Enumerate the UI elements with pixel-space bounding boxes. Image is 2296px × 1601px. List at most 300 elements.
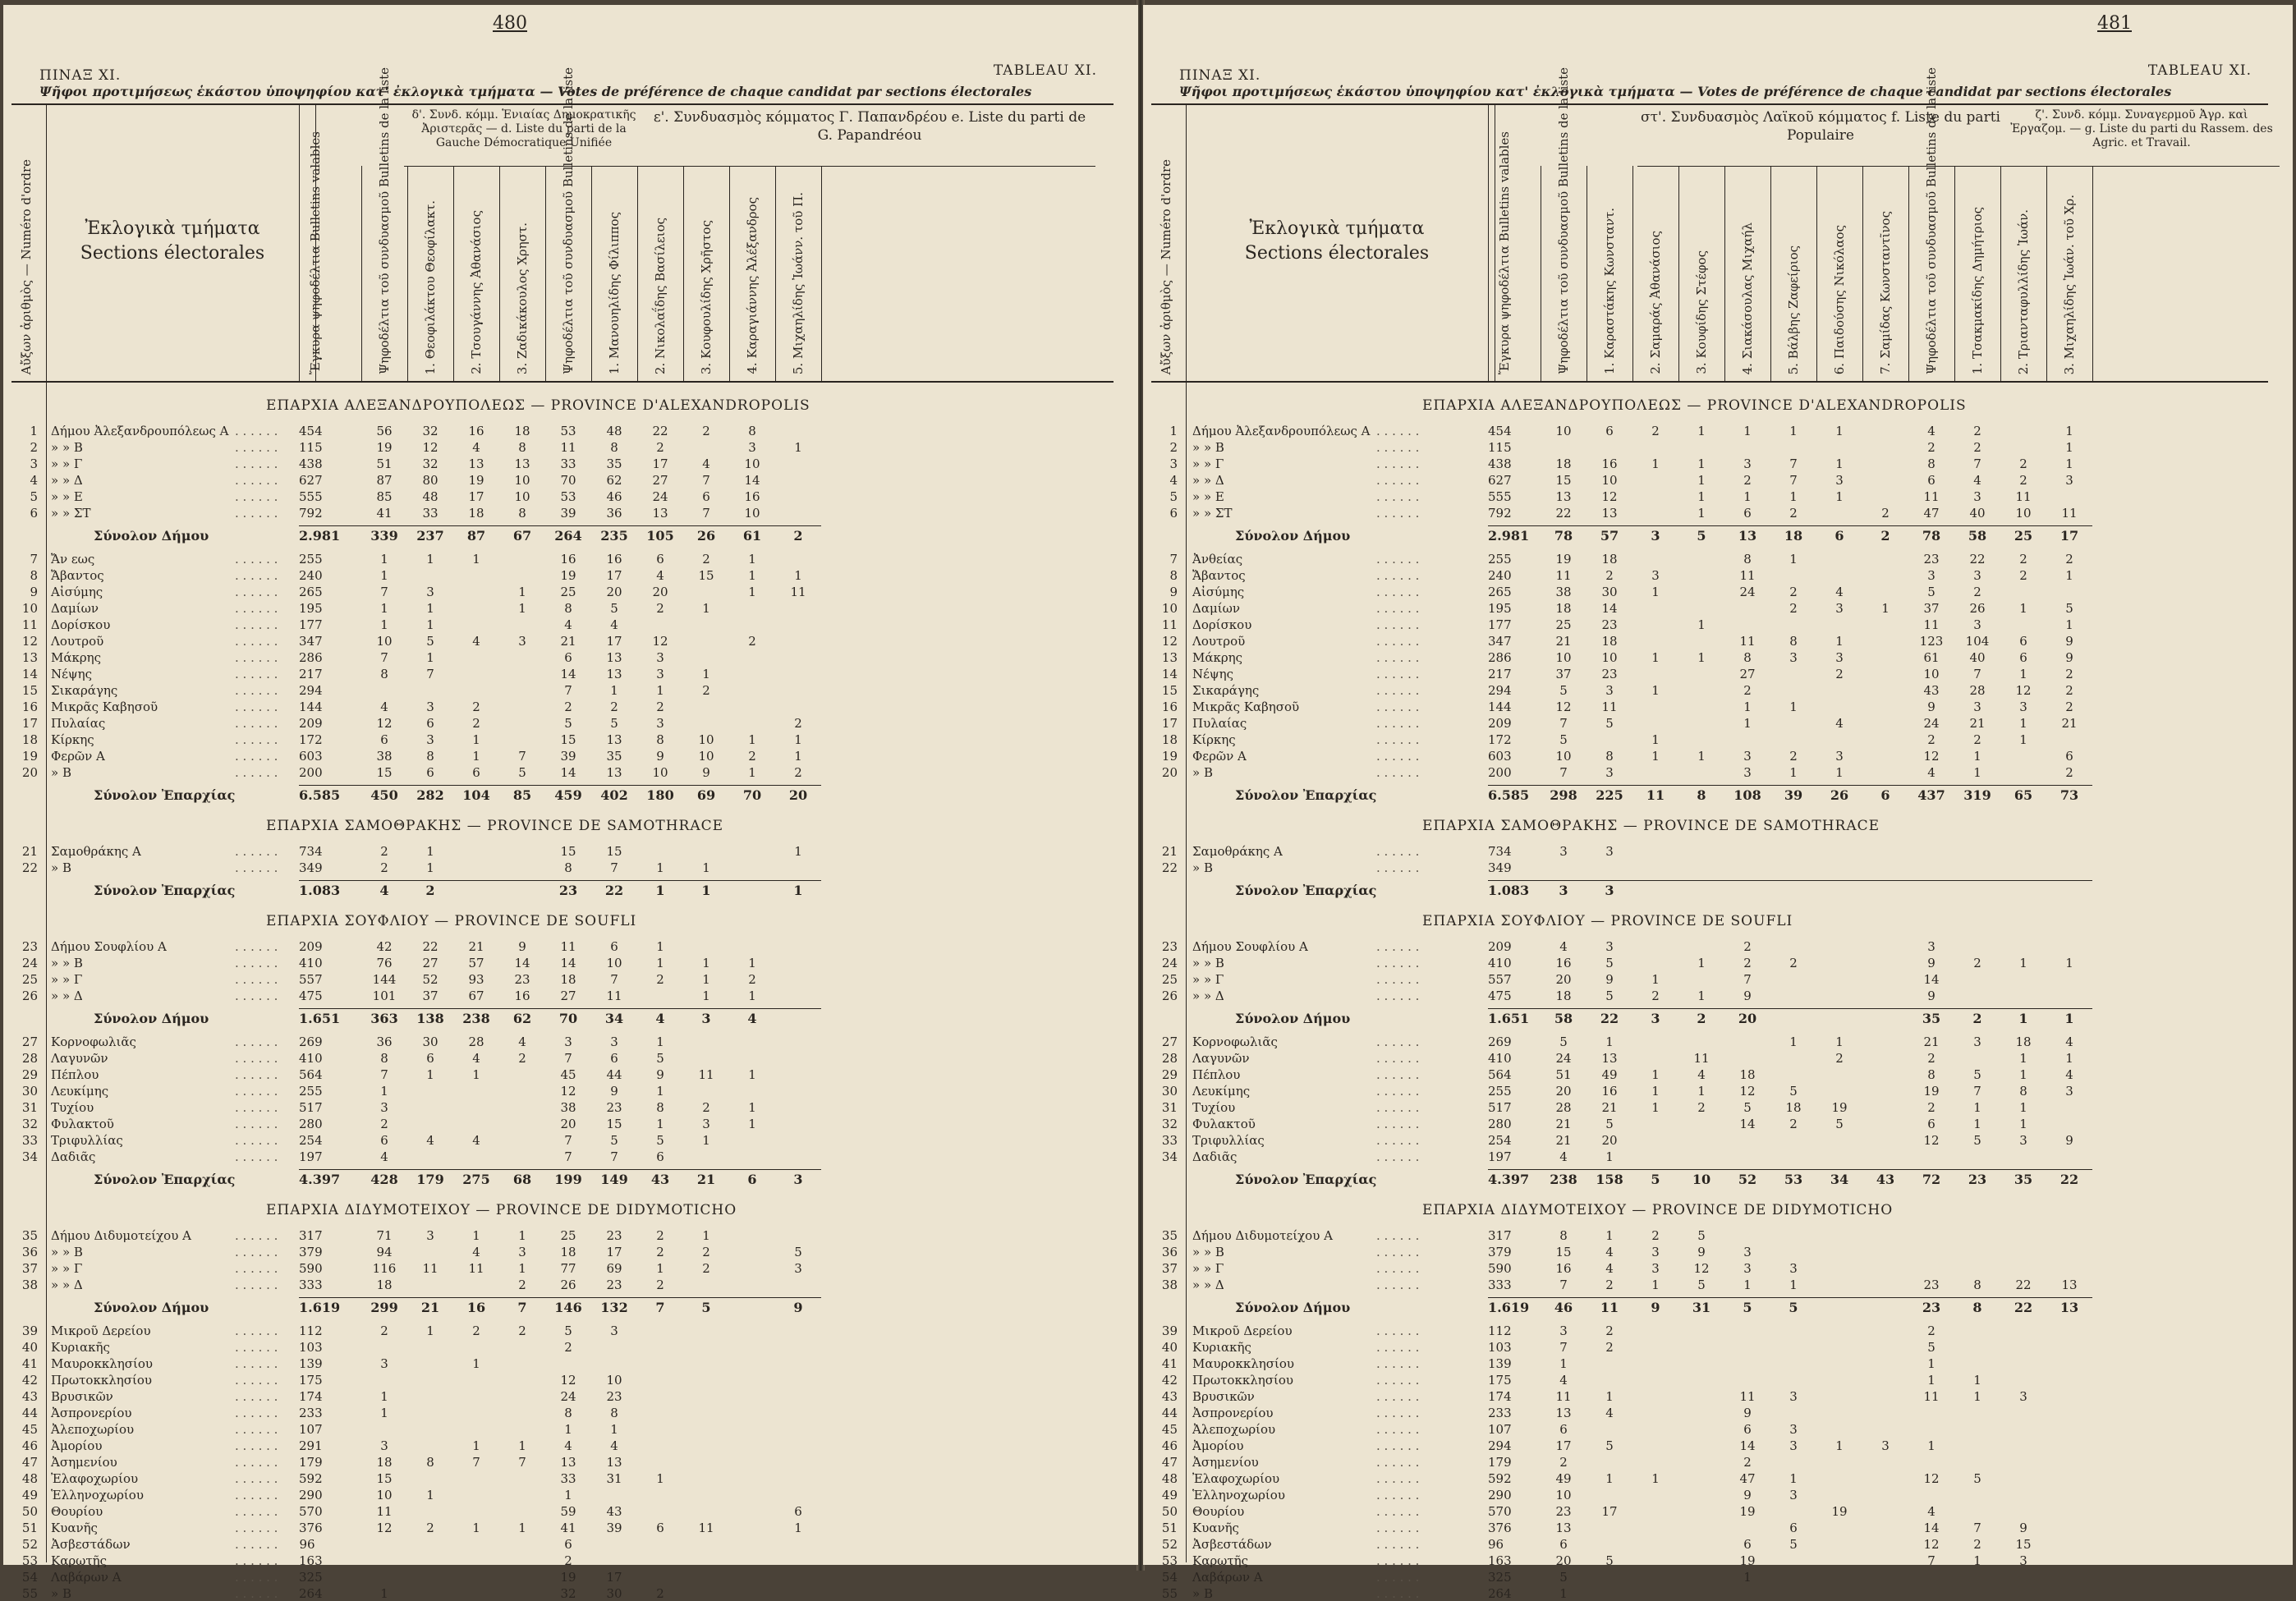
table-cell: 12: [376, 1521, 393, 1535]
table-cell: 4: [380, 1149, 388, 1164]
table-row: [3, 716, 1138, 731]
table-cell: 85: [512, 787, 532, 803]
table-row: [3, 1261, 1138, 1276]
table-cell: 103: [299, 1340, 323, 1355]
table-row: [3, 765, 1138, 780]
table-row: [3, 1521, 1138, 1535]
candidate-label: 2. Τσουγάννης Ἀθανάσιος: [469, 210, 484, 374]
table-cell: 317: [299, 1228, 323, 1243]
table-cell: 5: [1605, 716, 1614, 731]
table-cell: 23: [1923, 1278, 1940, 1292]
table-cell: 6: [564, 650, 572, 665]
table-cell: 3: [701, 1011, 711, 1026]
table-cell: 197: [1488, 1149, 1512, 1164]
table-cell: 13: [468, 456, 484, 471]
table-cell: 410: [1488, 956, 1512, 970]
table-cell: 570: [299, 1504, 323, 1519]
row-number: 16: [1161, 700, 1178, 714]
table-cell: 25: [560, 1228, 576, 1243]
table-cell: 1: [702, 972, 710, 987]
table-cell: 1: [702, 860, 710, 875]
table-cell: 13: [652, 506, 668, 521]
table-cell: 144: [299, 700, 323, 714]
row-number: 39: [21, 1323, 38, 1338]
table-cell: 209: [299, 939, 323, 954]
section-name: Ἐλαφοχωρίου: [1192, 1471, 1280, 1486]
row-number: 50: [1161, 1504, 1178, 1519]
section-name: Μικροῦ Δερείου: [51, 1323, 151, 1338]
row-number: 3: [30, 456, 38, 471]
table-row: [1143, 1084, 2293, 1099]
table-cell: 175: [299, 1373, 323, 1388]
table-cell: 2: [656, 601, 664, 616]
table-cell: 3: [1559, 883, 1568, 898]
table-cell: 53: [560, 424, 576, 438]
dot-leader: . . . . . .: [235, 700, 278, 714]
table-cell: 1: [1651, 732, 1660, 747]
sections-label-greek: Ἐκλογικὰ τμήματα: [1249, 218, 1425, 239]
table-cell: 5: [1605, 989, 1614, 1003]
table-cell: 6: [426, 765, 434, 780]
table-cell: 12: [1601, 489, 1618, 504]
table-cell: 58: [1968, 528, 1987, 544]
table-row: [1143, 1570, 2293, 1585]
total-rule: [1488, 880, 2092, 881]
table-cell: 9: [1743, 1406, 1752, 1420]
dot-leader: . . . . . .: [235, 860, 278, 875]
table-cell: 2: [2065, 765, 2073, 780]
order-column-label: Αὔξων ἀριθμὸς — Numéro d'ordre: [1159, 158, 1173, 374]
table-cell: 2: [610, 700, 618, 714]
table-cell: 1: [2019, 667, 2027, 681]
row-number: 20: [1161, 765, 1178, 780]
table-cell: 11: [1646, 787, 1665, 803]
table-cell: 1: [564, 1488, 572, 1502]
table-cell: 31: [606, 1471, 622, 1486]
table-cell: 12: [376, 716, 393, 731]
table-cell: 23: [1922, 1300, 1941, 1315]
table-cell: 1: [655, 883, 665, 898]
dot-leader: . . . . . .: [235, 473, 278, 488]
candidate-label: 5. Μιχαηλίδης Ἰωάνν. τοῦ Π.: [791, 191, 806, 374]
dot-leader: . . . . . .: [1376, 601, 1420, 616]
table-cell: 52: [422, 972, 439, 987]
table-cell: 28: [1555, 1100, 1572, 1115]
table-cell: 2: [656, 700, 664, 714]
table-cell: 180: [646, 787, 674, 803]
table-cell: 2: [2065, 667, 2073, 681]
table-cell: 17: [606, 634, 622, 649]
table-cell: 1: [656, 860, 664, 875]
table-cell: 7: [1559, 1278, 1568, 1292]
table-cell: 21: [468, 939, 484, 954]
table-cell: 1: [2065, 956, 2073, 970]
dot-leader: . . . . . .: [1376, 1422, 1420, 1437]
table-cell: 2: [2065, 700, 2073, 714]
table-cell: 2: [748, 634, 756, 649]
table-cell: 37: [422, 989, 439, 1003]
table-cell: 1: [1881, 601, 1890, 616]
province-heading: ΕΠΑΡΧΙΑ ΑΛΕΞΑΝΔΡΟΥΠΟΛΕΩΣ — PROVINCE D'ALEXANDROPOLIS: [1422, 397, 1967, 414]
total-row: [3, 529, 1138, 544]
table-cell: 105: [646, 528, 674, 544]
section-name: Κυριακῆς: [51, 1340, 110, 1355]
table-cell: 4: [1927, 424, 1936, 438]
section-name: » » Γ: [1192, 456, 1224, 471]
total-row: [3, 1012, 1138, 1026]
table-row: [3, 1245, 1138, 1259]
table-row: [1143, 667, 2293, 681]
table-cell: 6: [2065, 749, 2073, 764]
row-number: 47: [1161, 1455, 1178, 1470]
table-cell: 3: [1835, 601, 1844, 616]
table-cell: 17: [468, 489, 484, 504]
dot-leader: . . . . . .: [235, 1034, 278, 1049]
table-cell: 1: [1605, 1471, 1614, 1486]
candidate-column-header: [739, 169, 765, 374]
table-cell: 792: [299, 506, 323, 521]
table-cell: 10: [698, 749, 714, 764]
table-row: [3, 1323, 1138, 1338]
table-cell: 2: [2019, 568, 2027, 583]
row-number: 42: [1161, 1373, 1178, 1388]
table-cell: 3: [2019, 1133, 2027, 1148]
table-cell: 23: [1968, 1172, 1987, 1187]
table-cell: 8: [656, 1100, 664, 1115]
dot-leader: . . . . . .: [1376, 456, 1420, 471]
table-cell: 61: [1923, 650, 1940, 665]
section-name: Λουτροῦ: [1192, 634, 1246, 649]
row-number: 15: [1161, 683, 1178, 698]
table-cell: 6: [1559, 1537, 1568, 1552]
table-cell: 9: [2065, 634, 2073, 649]
table-cell: 1: [472, 1067, 480, 1082]
column-rule: [1770, 166, 1771, 381]
table-cell: 2: [1927, 732, 1936, 747]
dot-leader: . . . . . .: [235, 939, 278, 954]
table-cell: 12: [2015, 683, 2032, 698]
total-rule: [299, 1297, 821, 1298]
table-cell: 20: [1738, 1011, 1757, 1026]
table-cell: 6: [656, 1149, 664, 1164]
table-cell: 10: [606, 956, 622, 970]
table-subtitle: Ψῆφοι προτιμήσεως ἑκάστου ὑποψηφίου κατ' ἐκλογικὰ τμήματα — Votes de préférence de chaque candidat par sections électorales: [39, 84, 1032, 99]
table-cell: 33: [422, 506, 439, 521]
table-cell: 9: [1927, 700, 1936, 714]
table-row: [1143, 473, 2293, 488]
table-cell: 9: [2065, 650, 2073, 665]
dot-leader: . . . . . .: [235, 1261, 278, 1276]
table-cell: 22: [2060, 1172, 2079, 1187]
table-cell: 35: [606, 749, 622, 764]
party-header-rule: [644, 166, 1095, 167]
row-number: 34: [21, 1149, 38, 1164]
table-cell: 2: [1880, 528, 1890, 544]
table-cell: 138: [416, 1011, 444, 1026]
table-cell: 67: [468, 989, 484, 1003]
table-cell: 2: [2065, 683, 2073, 698]
dot-leader: . . . . . .: [235, 424, 278, 438]
dot-leader: . . . . . .: [1376, 765, 1420, 780]
table-cell: 4: [472, 1051, 480, 1066]
dot-leader: . . . . . .: [1376, 1149, 1420, 1164]
table-cell: 39: [560, 506, 576, 521]
row-number: 45: [1161, 1422, 1178, 1437]
table-cell: 1: [2019, 1100, 2027, 1115]
table-row: [3, 1406, 1138, 1420]
table-cell: 2: [702, 552, 710, 567]
table-row: [3, 568, 1138, 583]
table-cell: 8: [426, 1455, 434, 1470]
table-cell: 9: [656, 749, 664, 764]
table-cell: 333: [1488, 1278, 1512, 1292]
table-cell: 454: [299, 424, 323, 438]
candidate-column-header: [647, 169, 673, 374]
section-name: Τυχίου: [51, 1100, 94, 1115]
table-cell: 27: [560, 989, 576, 1003]
candidate-label: 3. Μιχαηλίδης Ἰωάν. τοῦ Χρ.: [2062, 194, 2077, 374]
table-cell: 14: [560, 765, 576, 780]
party-header-rule: [404, 166, 644, 167]
table-cell: 1: [748, 568, 756, 583]
row-number: 44: [21, 1406, 38, 1420]
table-row: [1143, 716, 2293, 731]
row-number: 31: [21, 1100, 38, 1115]
dot-leader: . . . . . .: [1376, 1537, 1420, 1552]
table-cell: 37: [1555, 667, 1572, 681]
table-cell: 4: [1927, 1504, 1936, 1519]
row-number: 38: [21, 1278, 38, 1292]
table-cell: 5: [518, 765, 526, 780]
table-cell: 4.397: [1488, 1172, 1530, 1187]
table-cell: 12: [652, 634, 668, 649]
table-row: [3, 1100, 1138, 1115]
table-row: [3, 1133, 1138, 1148]
section-name: Ἀσπρονερίου: [1192, 1406, 1274, 1420]
table-cell: 1: [1789, 424, 1798, 438]
table-cell: 3: [426, 1228, 434, 1243]
table-cell: 23: [1601, 667, 1618, 681]
table-cell: 53: [1784, 1172, 1803, 1187]
table-cell: 1: [1835, 424, 1844, 438]
dot-leader: . . . . . .: [1376, 473, 1420, 488]
dot-leader: . . . . . .: [1376, 552, 1420, 567]
candidate-column-header: [1550, 67, 1577, 374]
table-cell: 1: [472, 1228, 480, 1243]
table-cell: 21: [696, 1172, 716, 1187]
candidate-label: 1. Τσακμακίδης Δημήτριος: [1970, 206, 1985, 374]
dot-leader: . . . . . .: [1376, 749, 1420, 764]
table-cell: 1: [472, 1356, 480, 1371]
table-row: [1143, 1553, 2293, 1568]
table-cell: 347: [299, 634, 323, 649]
header-bottom-rule: [1151, 381, 2268, 383]
total-rule: [299, 1008, 821, 1009]
table-row: [1143, 440, 2293, 455]
table-cell: 2: [1789, 956, 1798, 970]
table-cell: 21: [560, 634, 576, 649]
table-cell: 4: [702, 456, 710, 471]
row-number: 3: [1169, 456, 1178, 471]
table-cell: 19: [376, 440, 393, 455]
table-cell: 16: [466, 1300, 486, 1315]
table-cell: 78: [1922, 528, 1941, 544]
table-cell: 19: [1831, 1504, 1848, 1519]
table-cell: 17: [1601, 1504, 1618, 1519]
dot-leader: . . . . . .: [1376, 972, 1420, 987]
table-cell: 56: [376, 424, 393, 438]
row-number: 40: [21, 1340, 38, 1355]
dot-leader: . . . . . .: [235, 972, 278, 987]
table-cell: 19: [560, 568, 576, 583]
table-cell: 7: [1973, 1521, 1981, 1535]
table-cell: 35: [606, 456, 622, 471]
table-cell: 47: [1923, 506, 1940, 521]
table-cell: 12: [1739, 1084, 1756, 1099]
table-cell: 1: [701, 883, 711, 898]
table-cell: 1: [1743, 1570, 1752, 1585]
table-cell: 238: [462, 1011, 490, 1026]
candidate-label: 2. Σαμαράς Ἀθανάσιος: [1648, 231, 1663, 374]
table-cell: 70: [558, 1011, 578, 1026]
table-cell: 6: [794, 1504, 802, 1519]
order-column-header: [13, 158, 39, 374]
candidate-label: 1. Θεοφιλάκτου Θεοφίλακτ.: [423, 200, 438, 374]
section-name: Θουρίου: [51, 1504, 103, 1519]
section-name: Σύνολον Ἐπαρχίας: [94, 1172, 236, 1187]
row-number: 51: [1161, 1521, 1178, 1535]
dot-leader: . . . . . .: [1376, 489, 1420, 504]
table-cell: 1: [1605, 1034, 1614, 1049]
table-cell: 139: [299, 1356, 323, 1371]
table-cell: 15: [560, 844, 576, 859]
dot-leader: . . . . . .: [235, 1521, 278, 1535]
row-number: 11: [1161, 617, 1178, 632]
table-row: [1143, 1455, 2293, 1470]
table-row: [3, 506, 1138, 521]
table-cell: 459: [554, 787, 582, 803]
table-cell: 85: [376, 489, 393, 504]
table-cell: 1: [2065, 424, 2073, 438]
dot-leader: . . . . . .: [235, 765, 278, 780]
table-cell: 27: [1739, 667, 1756, 681]
table-cell: 32: [422, 456, 439, 471]
table-cell: 402: [600, 787, 628, 803]
dot-leader: . . . . . .: [235, 650, 278, 665]
table-cell: 3: [1835, 473, 1844, 488]
row-number: 15: [21, 683, 38, 698]
table-cell: 25: [560, 585, 576, 599]
table-row: [3, 860, 1138, 875]
table-cell: 5: [1605, 1438, 1614, 1453]
table-cell: 517: [299, 1100, 323, 1115]
table-cell: 2: [748, 749, 756, 764]
table-cell: 5: [1697, 1278, 1706, 1292]
table-cell: 3: [1973, 1034, 1981, 1049]
table-cell: 3: [1927, 568, 1936, 583]
table-cell: 269: [1488, 1034, 1512, 1049]
table-cell: 734: [299, 844, 323, 859]
table-cell: 450: [370, 787, 398, 803]
table-cell: 6.585: [299, 787, 341, 803]
table-row: [3, 552, 1138, 567]
total-rule: [299, 880, 821, 881]
candidate-column-header: [1780, 169, 1807, 374]
table-cell: 6: [1927, 473, 1936, 488]
table-cell: 87: [376, 473, 393, 488]
sections-label-french: Sections électorales: [80, 243, 265, 264]
table-cell: 5: [656, 1133, 664, 1148]
table-cell: 3: [1559, 844, 1568, 859]
section-name: Βρυσικῶν: [1192, 1389, 1255, 1404]
table-cell: 76: [376, 956, 393, 970]
table-cell: 11: [1739, 634, 1756, 649]
table-cell: 1: [2019, 1117, 2027, 1131]
dot-leader: . . . . . .: [235, 1100, 278, 1115]
row-number: 52: [1161, 1537, 1178, 1552]
column-rule: [1908, 166, 1909, 381]
dot-leader: . . . . . .: [235, 1133, 278, 1148]
table-cell: 1: [1835, 634, 1844, 649]
table-cell: 1: [2064, 1011, 2074, 1026]
table-cell: 475: [1488, 989, 1512, 1003]
table-cell: 590: [299, 1261, 323, 1276]
table-cell: 23: [1555, 1504, 1572, 1519]
table-cell: 19: [1923, 1084, 1940, 1099]
table-cell: 10: [1555, 650, 1572, 665]
table-cell: 6: [426, 716, 434, 731]
table-cell: 3: [1835, 650, 1844, 665]
table-cell: 14: [1923, 972, 1940, 987]
table-cell: 4: [564, 1438, 572, 1453]
table-cell: 4: [656, 568, 664, 583]
table-cell: 10: [1601, 650, 1618, 665]
dot-leader: . . . . . .: [235, 956, 278, 970]
table-cell: 7: [702, 473, 710, 488]
table-row: [3, 1455, 1138, 1470]
table-cell: 454: [1488, 424, 1512, 438]
table-cell: 18: [1739, 1067, 1756, 1082]
table-cell: 3: [426, 732, 434, 747]
row-number: 4: [1169, 473, 1178, 488]
dot-leader: . . . . . .: [1376, 1389, 1420, 1404]
table-cell: 21: [1555, 1117, 1572, 1131]
section-name: Πυλαίας: [51, 716, 106, 731]
candidate-label: 7. Σαμίδας Κωνσταντῖνος: [1878, 211, 1893, 374]
table-row: [3, 601, 1138, 616]
table-cell: 264: [554, 528, 582, 544]
table-cell: 27: [652, 473, 668, 488]
table-cell: 5: [1927, 585, 1936, 599]
table-cell: 5: [1651, 1172, 1660, 1187]
dot-leader: . . . . . .: [1376, 1455, 1420, 1470]
table-row: [1143, 1323, 2293, 1338]
section-name: Σύνολον Ἐπαρχίας: [1235, 787, 1377, 803]
table-cell: 4: [1605, 1406, 1614, 1420]
table-cell: 15: [560, 732, 576, 747]
table-cell: 4: [1835, 585, 1844, 599]
table-cell: 1.083: [1488, 883, 1530, 898]
table-cell: 11: [1923, 617, 1940, 632]
table-cell: 1: [1651, 1278, 1660, 1292]
table-cell: 12: [1923, 1133, 1940, 1148]
table-cell: 2: [1605, 1323, 1614, 1338]
province-heading: ΕΠΑΡΧΙΑ ΣΟΥΦΛΙΟΥ — PROVINCE DE SOUFLI: [266, 913, 637, 929]
section-name: Δαδιᾶς: [51, 1149, 96, 1164]
column-rule: [1678, 166, 1679, 381]
dot-leader: . . . . . .: [235, 1406, 278, 1420]
row-number: 13: [1161, 650, 1178, 665]
